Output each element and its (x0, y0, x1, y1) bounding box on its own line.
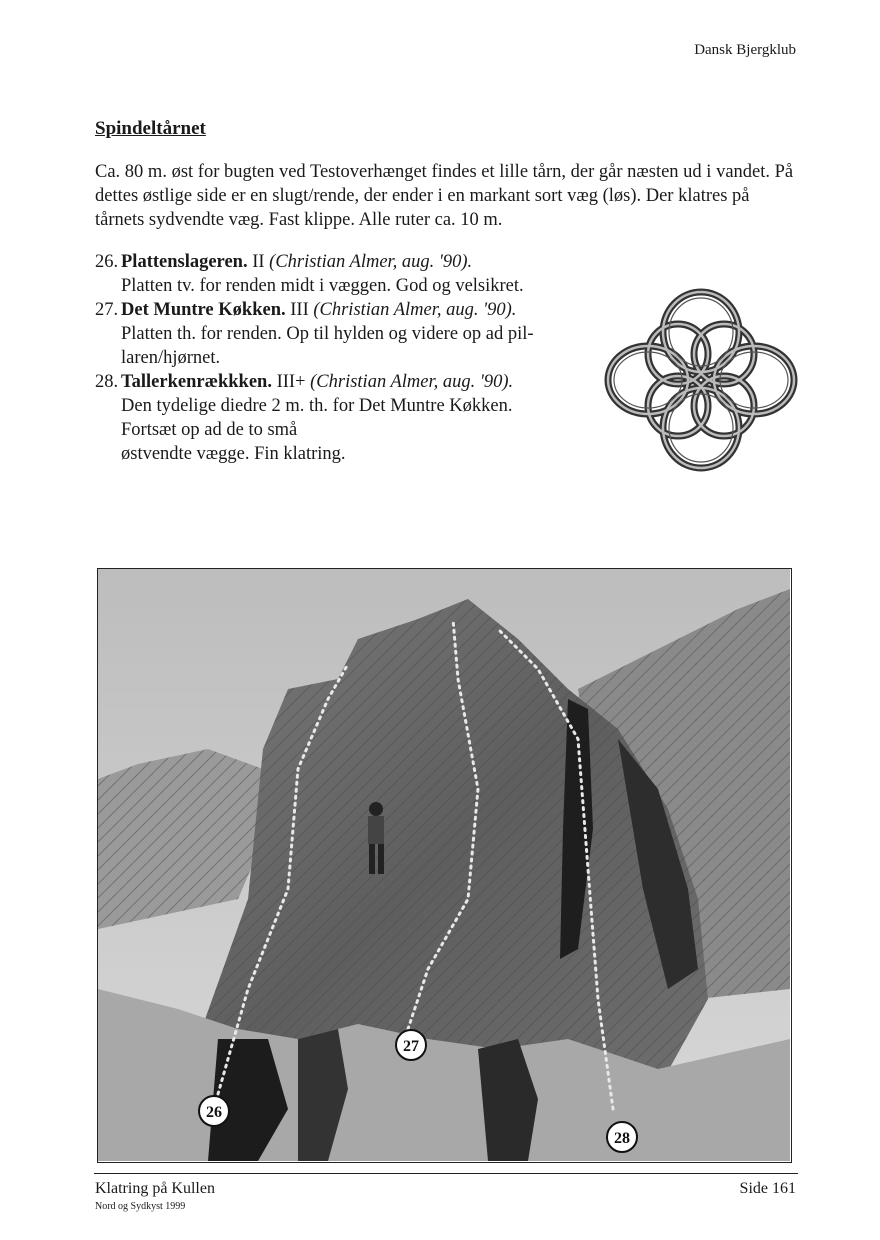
route-marker-label: 28 (614, 1130, 630, 1147)
footer-book-title: Klatring på Kullen (95, 1180, 215, 1197)
route-number: 28. (95, 372, 119, 392)
route-description: Fortsæt op ad de to små (121, 420, 298, 440)
page-number: Side 161 (739, 1180, 796, 1197)
footer-subtitle: Nord og Sydkyst 1999 (95, 1201, 186, 1212)
route-number: 27. (95, 300, 119, 320)
route-first-ascent: (Christian Almer, aug. '90). (269, 252, 473, 272)
route-list (95, 250, 595, 466)
route-first-ascent: (Christian Almer, aug. '90). (310, 372, 514, 392)
rock-photo-illustration (98, 569, 790, 1161)
route-name: Plattenslageren. (121, 252, 248, 272)
route-28 (95, 370, 595, 466)
celtic-knot-icon (598, 282, 804, 478)
route-marker-27 (396, 1030, 426, 1060)
route-grade: III+ (276, 372, 306, 392)
route-description: laren/hjørnet. (121, 348, 221, 368)
route-description: Den tydelige diedre 2 m. th. for Det Muntre Køkken. (121, 396, 513, 416)
route-first-ascent: (Christian Almer, aug. '90). (313, 300, 517, 320)
route-marker-26 (199, 1096, 229, 1126)
route-name: Tallerkenrækkken. (121, 372, 272, 392)
running-header: Dansk Bjergklub (694, 42, 796, 58)
route-photo (97, 568, 792, 1163)
route-name: Det Muntre Køkken. (121, 300, 286, 320)
route-marker-label: 27 (403, 1038, 419, 1055)
route-26 (95, 250, 595, 298)
route-27 (95, 298, 595, 370)
route-number: 26. (95, 252, 119, 272)
route-grade: III (290, 300, 309, 320)
route-description: Platten tv. for renden midt i væggen. God og velsikret. (121, 276, 524, 296)
route-description: østvendte vægge. Fin klatring. (121, 444, 346, 464)
route-description: Platten th. for renden. Op til hylden og videre op ad pil- (121, 324, 534, 344)
section-title: Spindeltårnet (95, 118, 206, 139)
route-grade: II (252, 252, 265, 272)
route-marker-label: 26 (206, 1104, 222, 1121)
route-marker-28 (607, 1122, 637, 1152)
footer-divider (94, 1173, 798, 1174)
intro-paragraph: Ca. 80 m. øst for bugten ved Testoverhænget findes et lille tårn, der går næsten ud i vandet. På dettes østlige side er en slugt/rende, der ender i en markant sort væg (løs). Der klatres på tårnets sydvendte væg. Fast klippe. Alle ruter ca. 10 m. (95, 162, 794, 230)
